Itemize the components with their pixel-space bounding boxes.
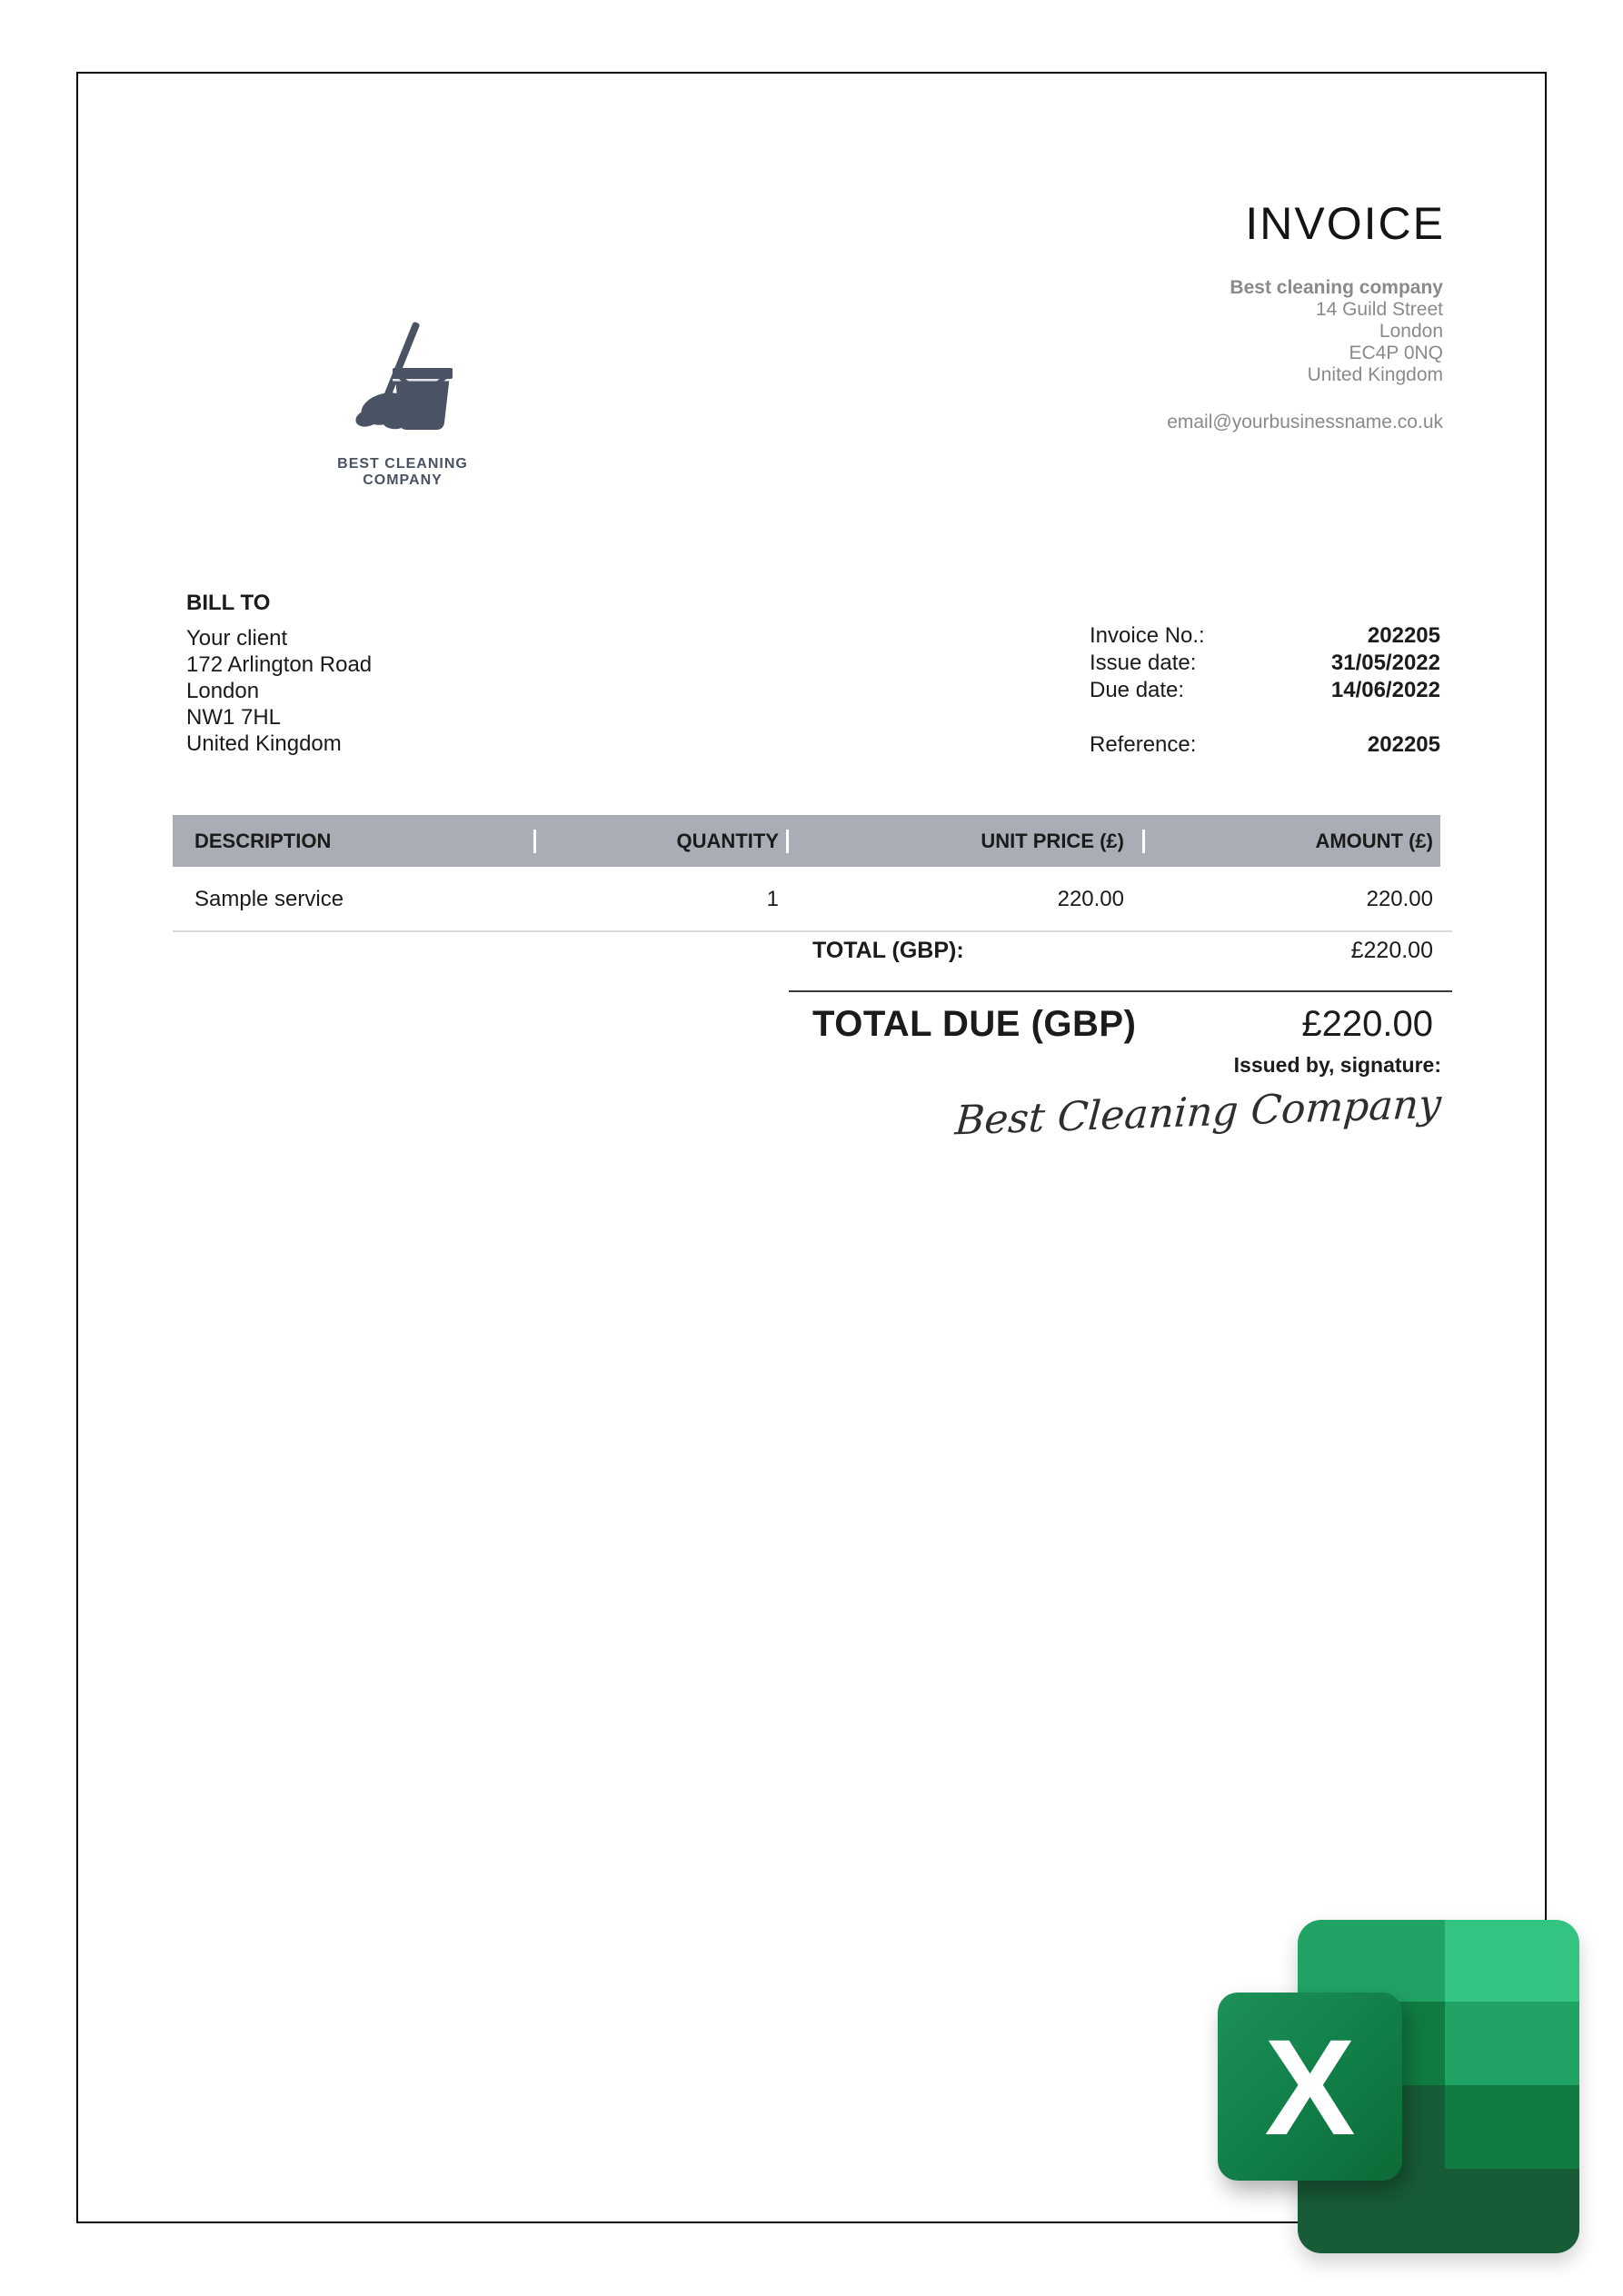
row-divider-line bbox=[173, 930, 1452, 932]
company-logo bbox=[303, 321, 503, 489]
meta-label: Invoice No.: bbox=[1090, 623, 1205, 648]
cell-amount: 220.00 bbox=[1366, 886, 1433, 911]
signature-script: Best Cleaning Company bbox=[953, 1080, 1443, 1145]
bill-to-heading: BILL TO bbox=[186, 591, 271, 615]
total-due-value: £220.00 bbox=[1301, 1004, 1433, 1044]
company-address-line: 14 Guild Street bbox=[1315, 299, 1443, 320]
meta-row-invoice-no bbox=[1090, 622, 1440, 650]
column-header-amount: AMOUNT (£) bbox=[1142, 830, 1440, 853]
subtotal-row bbox=[789, 937, 1440, 964]
total-due-label: TOTAL DUE (GBP) bbox=[812, 1004, 1137, 1044]
column-header-unit-price: UNIT PRICE (£) bbox=[786, 830, 1142, 853]
excel-logo-band bbox=[1298, 1920, 1579, 2002]
meta-label: Issue date: bbox=[1090, 651, 1197, 675]
company-address-line: EC4P 0NQ bbox=[1349, 343, 1443, 363]
invoice-page bbox=[76, 72, 1547, 2223]
issued-by-label: Issued by, signature: bbox=[1233, 1053, 1441, 1077]
bill-to-line: United Kingdom bbox=[186, 731, 342, 756]
company-address-line: London bbox=[1379, 321, 1443, 342]
bill-to-block bbox=[186, 590, 372, 757]
table-header-row bbox=[173, 815, 1440, 867]
line-items-table bbox=[173, 815, 1440, 931]
mop-and-bucket-icon bbox=[345, 429, 460, 444]
cell-description: Sample service bbox=[194, 886, 344, 911]
meta-value: 202205 bbox=[1367, 732, 1440, 757]
meta-label: Due date: bbox=[1090, 678, 1185, 702]
total-due-row bbox=[789, 1002, 1440, 1046]
meta-spacer bbox=[1090, 704, 1440, 731]
cell-unit-price: 220.00 bbox=[1057, 886, 1124, 911]
totals-divider-line bbox=[789, 990, 1452, 992]
bill-to-line: Your client bbox=[186, 626, 288, 651]
column-header-quantity: QUANTITY bbox=[533, 830, 786, 853]
page-title: INVOICE bbox=[1245, 198, 1445, 249]
cell-quantity: 1 bbox=[766, 886, 779, 911]
subtotal-value: £220.00 bbox=[1350, 938, 1433, 963]
meta-label: Reference: bbox=[1090, 732, 1197, 757]
company-address-line: United Kingdom bbox=[1307, 364, 1443, 385]
invoice-meta-block bbox=[1090, 622, 1440, 759]
excel-logo-band bbox=[1298, 2169, 1579, 2253]
meta-value: 202205 bbox=[1367, 623, 1440, 648]
meta-row-due-date bbox=[1090, 677, 1440, 704]
bill-to-line: NW1 7HL bbox=[186, 705, 282, 730]
excel-logo-x-tile bbox=[1218, 1993, 1402, 2181]
meta-row-issue-date bbox=[1090, 650, 1440, 677]
bill-to-line: London bbox=[186, 679, 260, 703]
meta-value: 14/06/2022 bbox=[1330, 678, 1440, 702]
company-email: email@yourbusinessname.co.uk bbox=[1167, 412, 1443, 432]
table-row bbox=[173, 867, 1440, 931]
subtotal-label: TOTAL (GBP): bbox=[812, 938, 964, 963]
company-address-block bbox=[1230, 277, 1443, 386]
bill-to-line: 172 Arlington Road bbox=[186, 652, 373, 677]
column-header-description: DESCRIPTION bbox=[194, 829, 332, 852]
meta-row-reference bbox=[1090, 731, 1440, 759]
logo-label: BEST CLEANING COMPANY bbox=[337, 456, 468, 488]
excel-x-icon: X bbox=[1264, 2010, 1356, 2163]
meta-value: 31/05/2022 bbox=[1330, 651, 1440, 675]
company-name: Best cleaning company bbox=[1230, 277, 1443, 298]
